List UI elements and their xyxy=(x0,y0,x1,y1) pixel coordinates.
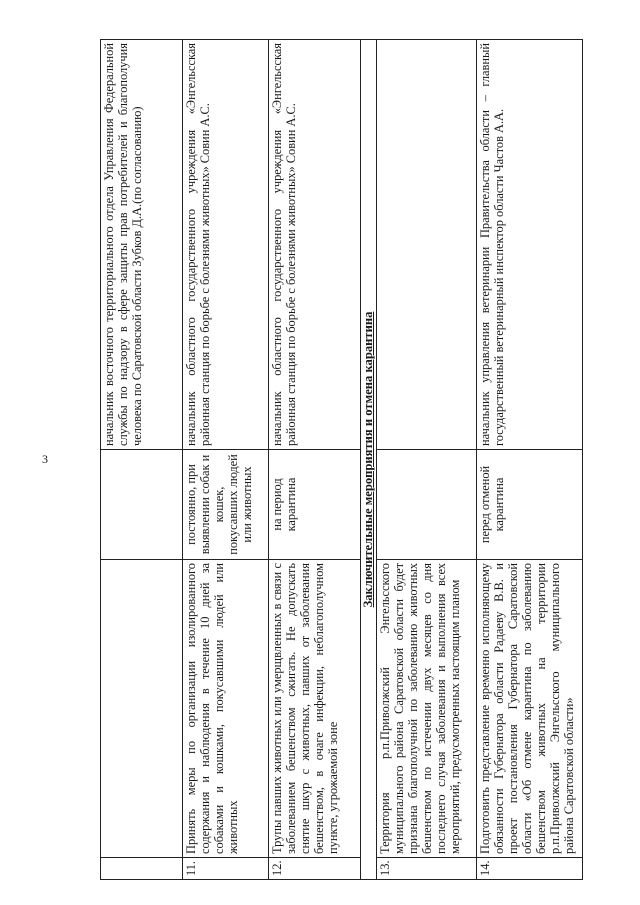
row-responsible: начальник восточного территориального отдела Управления Федеральной службы по надзору в сфере защиты прав потребителей и благополучия человека по Саратовской области Зубков Д.А.(по согласованию) xyxy=(101,40,183,450)
row-number: 11. xyxy=(183,858,269,880)
row-responsible: начальник областного государственного учреждения «Энгельсская районная станция по борьбе с болезнями животных» Совин А.С. xyxy=(269,40,361,450)
row-responsible xyxy=(377,40,477,450)
section-header-row xyxy=(361,40,377,880)
row-measure: Принять меры по организации изолированного содержания и наблюдения в течение 10 дней за собаками и кошками, покусавшими людей или животных xyxy=(183,560,269,858)
measures-table xyxy=(100,39,583,880)
table-row xyxy=(477,40,583,880)
rotated-table-wrapper xyxy=(100,40,640,880)
table-row xyxy=(377,40,477,880)
row-measure: Территория р.п.Приволжский Энгельсского муниципального района Саратовской области будет признана благополучной по заболеванию животных бешенством по истечении двух месяцев со дня последнего случая заболевания и выполнения всех мероприятий, предусмотренных настоящим планом xyxy=(377,560,477,858)
row-number: 13. xyxy=(377,858,477,880)
row-responsible: начальник областного государственного учреждения «Энгельсская районная станция по борьбе с болезнями животных» Совин А.С. xyxy=(183,40,269,450)
row-deadline xyxy=(101,450,183,560)
row-number: 14. xyxy=(477,858,583,880)
row-measure xyxy=(101,560,183,858)
row-deadline: на период карантина xyxy=(269,450,361,560)
row-number: 12. xyxy=(269,858,361,880)
table-row xyxy=(183,40,269,880)
row-deadline: перед отменой карантина xyxy=(477,450,583,560)
row-deadline xyxy=(377,450,477,560)
page-number: 3 xyxy=(42,452,48,466)
row-deadline: постоянно, при выявлении собак и кошек, покусавших людей или животных xyxy=(183,450,269,560)
row-measure: Трупы павших животных или умерщвленных в связи с заболеванием бешенством сжигать. Не допускать снятие шкур с животных, павших от заболевания бешенством, в очаге инфекции, неблагополучном пункте, угрожаемой зоне xyxy=(269,560,361,858)
section-title: Заключительные мероприятия и отмена карантина xyxy=(361,40,377,880)
row-measure: Подготовить представление временно исполняющему обязанности Губернатора области Радаеву В.В. и проект постановления Губернатора Саратовской области «Об отмене карантина по заболеванию бешенством животных на территории р.п.Приволжский Энгельсского муниципального района Саратовской области» xyxy=(477,560,583,858)
row-number xyxy=(101,858,183,880)
table-row-continued xyxy=(101,40,183,880)
row-responsible: начальник управления ветеринарии Правительства области – главный государственный ветеринарный инспектор области Частов А.А. xyxy=(477,40,583,450)
table-row xyxy=(269,40,361,880)
